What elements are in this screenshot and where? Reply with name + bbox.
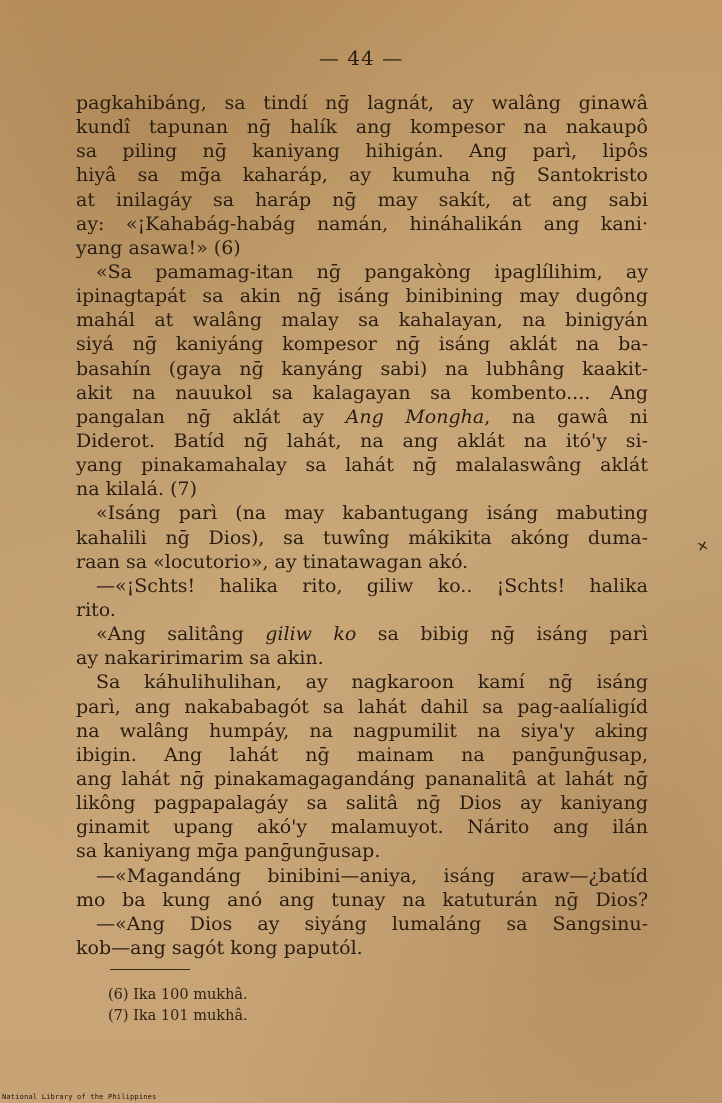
text-line: mahál at walâng malay sa kahalayan, na binigyán [76, 309, 648, 332]
text-line: pagkahibáng, sa tindí nḡ lagnát, ay walâng ginawâ [76, 92, 648, 114]
text-line: akit na nauukol sa kalagayan sa kombento.... Ang [76, 381, 648, 404]
text-line: sa kaniyang mḡa panḡunḡusap. [76, 840, 381, 863]
footnotes [108, 985, 248, 1027]
text-line: —«Ang Dios ay siyáng lumaláng sa Sangsinu- [96, 912, 648, 935]
text-line: yang asawa!» (6) [76, 236, 241, 259]
text-line: «Sa pamamag-itan nḡ pangakòng ipaglílihim, ay [96, 260, 648, 283]
text-line: rito. [76, 598, 116, 621]
text-line: hiyâ sa mḡa kaharáp, ay kumuha nḡ Santokristo [76, 164, 648, 187]
text-line: na walâng humpáy, na nagpumilit na siya'y aking [76, 719, 648, 742]
text-line: —«Magandáng binibini—aniya, isáng araw—¿batíd [96, 864, 648, 887]
text-line: ipinagtapát sa akin nḡ isáng binibining may dugông [76, 285, 648, 308]
text-line: raan sa «locutorio», ay tinatawagan akó. [76, 550, 469, 573]
text-line: ay: «¡Kahabág-habág namán, hináhalikán ang kani· [76, 212, 648, 235]
margin-mark: ✕ [695, 537, 711, 557]
text-line: kahalili nḡ Dios), sa tuwîng mákikita akóng duma- [76, 526, 648, 549]
text-line: Sa káhulihulihan, ay nagkaroon kamí nḡ isáng [96, 671, 648, 694]
text-line: ibigin. Ang lahát nḡ mainam na panḡunḡusap, [76, 743, 648, 766]
text-line: yang pinakamahalay sa lahát nḡ malalaswâng aklát [76, 454, 648, 477]
text-line: kundî tapunan nḡ halík ang kompesor na nakaupô [76, 116, 648, 139]
text-line: at inilagáy sa haráp nḡ may sakít, at ang sabi [76, 188, 648, 211]
text-line: ginamit upang akó'y malamuyot. Nárito ang ilán [76, 816, 648, 839]
footnote-7: (7) Ika 101 mukhâ. [108, 1008, 248, 1024]
text-line: kob—ang sagót kong paputól. [76, 936, 363, 959]
text-line: sa piling nḡ kaniyang hihigán. Ang parì, lipôs [76, 140, 648, 163]
body-text [76, 91, 648, 960]
text-line: pangalan nḡ aklát ay Ang Mongha, na gawâ ni [76, 405, 648, 428]
text-line: «Ang salitâng giliw ko sa bibig nḡ isáng parì [96, 623, 648, 646]
text-line: parì, ang nakababagót sa lahát dahil sa pag-aalíaligíd [76, 695, 648, 718]
library-credit: National Library of the Philippines [2, 1093, 157, 1101]
text-line: siyá nḡ kaniyáng kompesor nḡ isáng aklát na ba- [76, 333, 648, 356]
footnote-6: (6) Ika 100 mukhâ. [108, 987, 248, 1003]
text-line: na kilalá. (7) [76, 478, 197, 501]
page-number: — 44 — [318, 46, 404, 70]
text-line: mo ba kung anó ang tunay na katuturán nḡ Dios? [76, 888, 648, 911]
text-line: Diderot. Batíd nḡ lahát, na ang aklát na itó'y si- [76, 429, 648, 452]
text-line: basahín (gaya nḡ kanyáng sabi) na lubhâng kaakit- [76, 357, 648, 380]
text-line: «Isáng parì (na may kabantugang isáng mabuting [96, 502, 648, 525]
text-line: ay nakaririmarim sa akin. [76, 647, 324, 670]
text-line: —«¡Schts! halika rito, giliw ko.. ¡Schts! halika [96, 574, 648, 597]
text-line: ang lahát nḡ pinakamagagandáng pananalitâ at lahát nḡ [76, 767, 648, 790]
text-line: likông pagpapalagáy sa salitâ nḡ Dios ay kaniyang [76, 792, 648, 815]
footnote-divider [110, 969, 190, 970]
